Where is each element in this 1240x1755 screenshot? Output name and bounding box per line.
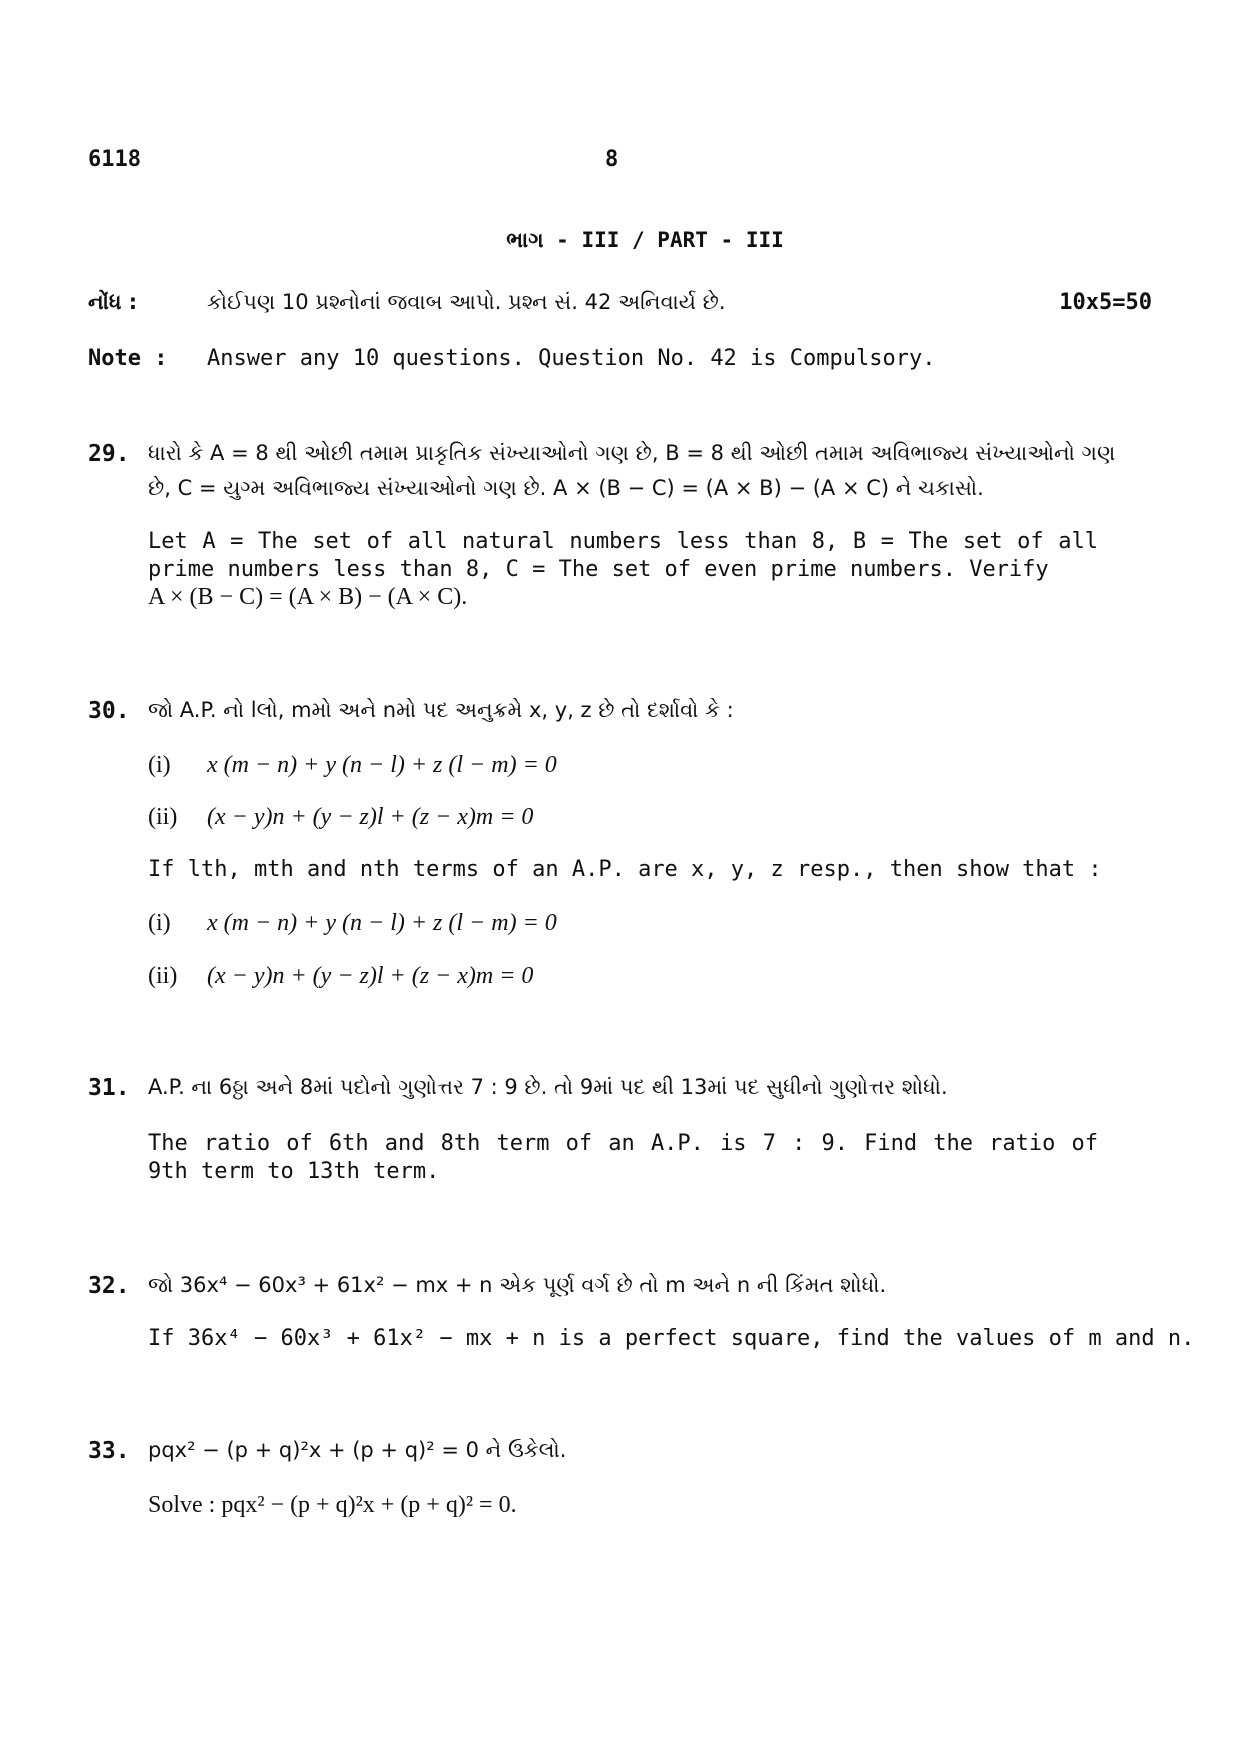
question-gujarati-line: છે, C = યુગ્મ અવિભાજ્ય સંખ્યાઓનો ગણ છે. A × (B − C) = (A × B) − (A × C) ને ચકાસો.: [148, 476, 984, 500]
part-title: ભાગ - III / PART - III: [506, 228, 784, 252]
gujarati-note-text: કોઈપણ 10 પ્રશ્નોનાં જવાબ આપો. પ્રશ્ન સં. 42 અનિવાર્ય છે.: [207, 290, 726, 314]
question-gujarati-line: જો A.P. નો lલો, mમો અને nમો પદ અનુક્રમે x, y, z છે તો દર્શાવો કે :: [148, 698, 734, 722]
question-number: 32.: [88, 1273, 130, 1299]
subpart-expression: (x − y)n + (y − z)l + (z − x)m = 0: [207, 804, 534, 830]
subpart-label: (i): [148, 752, 171, 778]
subpart-label: (ii): [148, 804, 178, 830]
page-number: 8: [605, 147, 619, 172]
question-number: 31.: [88, 1075, 130, 1101]
question-formula: A × (B − C) = (A × B) − (A × C).: [148, 584, 468, 610]
subpart-expression: x (m − n) + y (n − l) + z (l − m) = 0: [207, 910, 557, 936]
question-number: 30.: [88, 698, 130, 724]
question-number: 33.: [88, 1438, 130, 1464]
subpart-label: (i): [148, 910, 171, 936]
paper-code: 6118: [88, 147, 141, 172]
marks-allotment: 10x5=50: [1059, 290, 1152, 315]
question-english-text: The ratio of 6th and 8th term of an A.P. is 7 : 9. Find the ratio of 9th term to 13th term.: [148, 1131, 1098, 1184]
question-gujarati-line: જો 36x⁴ − 60x³ + 61x² − mx + n એક પૂર્ણ વર્ગ છે તો m અને n ની કિંમત શોધો.: [148, 1273, 887, 1297]
question-gujarati-line: A.P. ના 6ઠ્ઠા અને 8માં પદોનો ગુણોત્તર 7 : 9 છે. તો 9માં પદ થી 13માં પદ સુધીનો ગુણોત્તર શોધો.: [148, 1075, 948, 1099]
gujarati-note-label: નોંધ :: [88, 290, 138, 314]
question-english-text: If lth, mth and nth terms of an A.P. are x, y, z resp., then show that :: [148, 857, 1102, 882]
question-gujarati-line: ધારો કે A = 8 થી ઓછી તમામ પ્રાકૃતિક સંખ્યાઓનો ગણ છે, B = 8 થી ઓછી તમામ અવિભાજ્ય સંખ્યાઓનો ગણ: [148, 441, 1116, 465]
question-english-text: Let A = The set of all natural numbers less than 8, B = The set of all prime numbers less than 8, C = The set of even prime numbers. Verify: [148, 529, 1098, 582]
question-english-text: If 36x⁴ − 60x³ + 61x² − mx + n is a perfect square, find the values of m and n.: [148, 1326, 1195, 1351]
question-number: 29.: [88, 441, 130, 467]
question-english-text: Solve : pqx² − (p + q)²x + (p + q)² = 0.: [148, 1492, 517, 1518]
question-gujarati-line: pqx² − (p + q)²x + (p + q)² = 0 ને ઉકેલો.: [148, 1438, 567, 1462]
english-note-label: Note :: [88, 346, 168, 371]
subpart-expression: (x − y)n + (y − z)l + (z − x)m = 0: [207, 963, 534, 989]
english-note-text: Answer any 10 questions. Question No. 42 is Compulsory.: [207, 346, 936, 371]
subpart-expression: x (m − n) + y (n − l) + z (l − m) = 0: [207, 752, 557, 778]
subpart-label: (ii): [148, 963, 178, 989]
